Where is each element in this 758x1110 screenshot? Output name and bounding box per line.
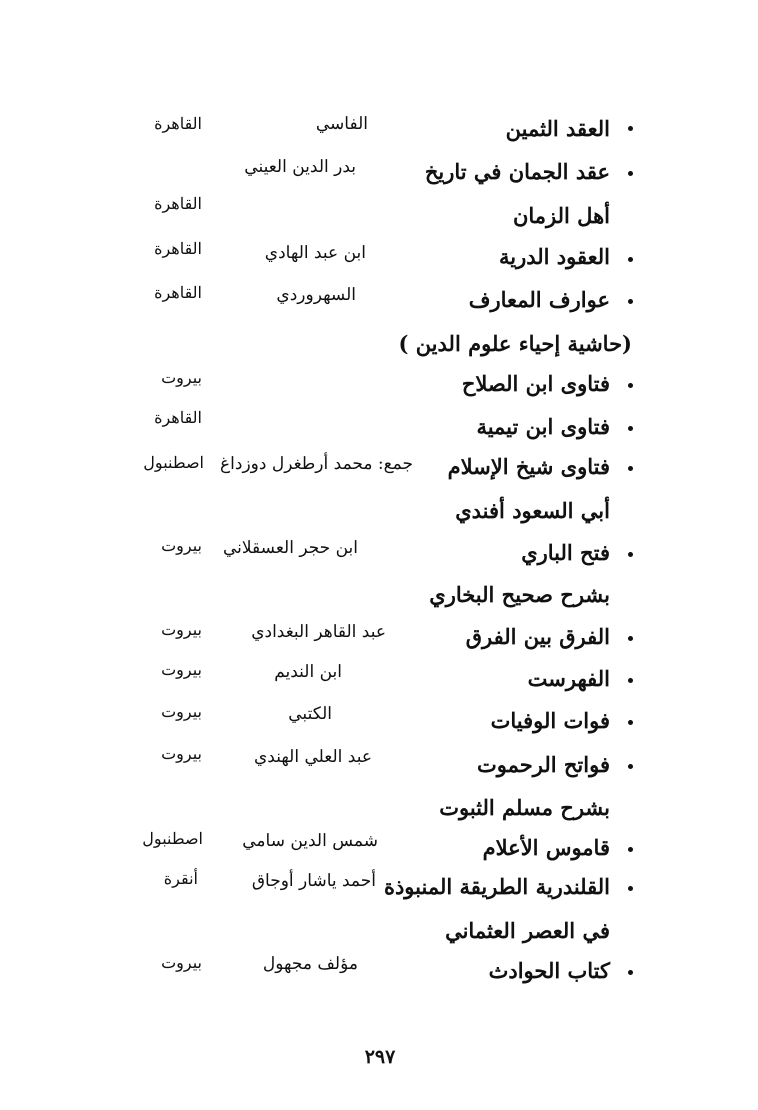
entry-author: بدر الدين العيني: [244, 157, 356, 177]
entry-place: القاهرة: [154, 283, 202, 302]
bullet-icon: [626, 124, 636, 134]
entry-author: ابن حجر العسقلاني: [223, 538, 358, 558]
entry-place: بيروت: [161, 368, 202, 387]
entry-author: مؤلف مجهول: [262, 954, 358, 974]
entry-author: السهروردي: [276, 285, 356, 305]
entry-place: اصطنبول: [142, 829, 203, 848]
entry-title-continuation: أهل الزمان: [512, 203, 610, 228]
entry-place: اصطنبول: [143, 453, 204, 472]
entry-title: فتاوى شيخ الإسلام: [447, 454, 610, 479]
entry-title-continuation: (حاشية إحياء علوم الدين ): [398, 331, 632, 356]
bullet-icon: [626, 676, 636, 686]
bullet-icon: [626, 845, 636, 855]
bullet-icon: [626, 550, 636, 560]
entry-title: الفرق بين الفرق: [465, 624, 610, 649]
entry-place: القاهرة: [154, 408, 202, 427]
entry-title: فتاوى ابن الصلاح: [461, 371, 610, 396]
bullet-icon: [626, 884, 636, 894]
entry-author: جمع: محمد أرطغرل دوزداغ: [220, 454, 413, 474]
entry-place: بيروت: [161, 953, 202, 972]
entry-title: كتاب الحوادث: [488, 958, 610, 983]
entry-author: الكتبي: [288, 704, 332, 724]
entry-title: الفهرست: [527, 666, 610, 691]
entry-author: عبد العلي الهندي: [253, 747, 372, 767]
bullet-icon: [626, 718, 636, 728]
bullet-icon: [626, 762, 636, 772]
entry-place: بيروت: [161, 660, 202, 679]
entry-title: فواتح الرحموت: [477, 752, 610, 777]
entry-place: بيروت: [161, 702, 202, 721]
entry-title: العقود الدرية: [499, 244, 610, 269]
bullet-icon: [626, 297, 636, 307]
page-number: ٢٩٧: [364, 1046, 396, 1068]
entry-title: فتح الباري: [521, 540, 610, 565]
entry-title: قاموس الأعلام: [482, 835, 610, 860]
entry-place: القاهرة: [154, 114, 202, 133]
bullet-icon: [626, 968, 636, 978]
bullet-icon: [626, 381, 636, 391]
entry-title-continuation: في العصر العثماني: [445, 918, 610, 943]
entry-author: ابن عبد الهادي: [264, 243, 366, 263]
bullet-icon: [626, 255, 636, 265]
entry-title-continuation: بشرح مسلم الثبوت: [439, 795, 610, 820]
bullet-icon: [626, 424, 636, 434]
entry-title-continuation: بشرح صحيح البخاري: [429, 582, 610, 607]
entry-place: القاهرة: [154, 239, 202, 258]
entry-title: القلندرية الطريقة المنبوذة: [383, 874, 610, 899]
entry-place: بيروت: [161, 744, 202, 763]
entry-author: ابن النديم: [274, 662, 342, 682]
bullet-icon: [626, 634, 636, 644]
bullet-icon: [626, 169, 636, 179]
entry-author: عبد القاهر البغدادي: [251, 622, 386, 642]
entry-title: فوات الوفيات: [490, 708, 610, 733]
entry-title: عوارف المعارف: [468, 287, 610, 312]
entry-title: عقد الجمان في تاريخ: [424, 159, 610, 184]
entry-place: بيروت: [161, 620, 202, 639]
entry-title: العقد الثمين: [505, 116, 610, 141]
entry-title-continuation: أبي السعود أفندي: [455, 498, 610, 523]
entry-author: أحمد ياشار أوجاق: [251, 871, 376, 891]
entry-title: فتاوى ابن تيمية: [476, 414, 610, 439]
bullet-icon: [626, 464, 636, 474]
entry-author: الفاسي: [315, 114, 368, 134]
entry-place: أنقرة: [163, 869, 198, 888]
entry-place: القاهرة: [154, 194, 202, 213]
entry-place: بيروت: [161, 536, 202, 555]
entry-author: شمس الدين سامي: [242, 831, 378, 851]
